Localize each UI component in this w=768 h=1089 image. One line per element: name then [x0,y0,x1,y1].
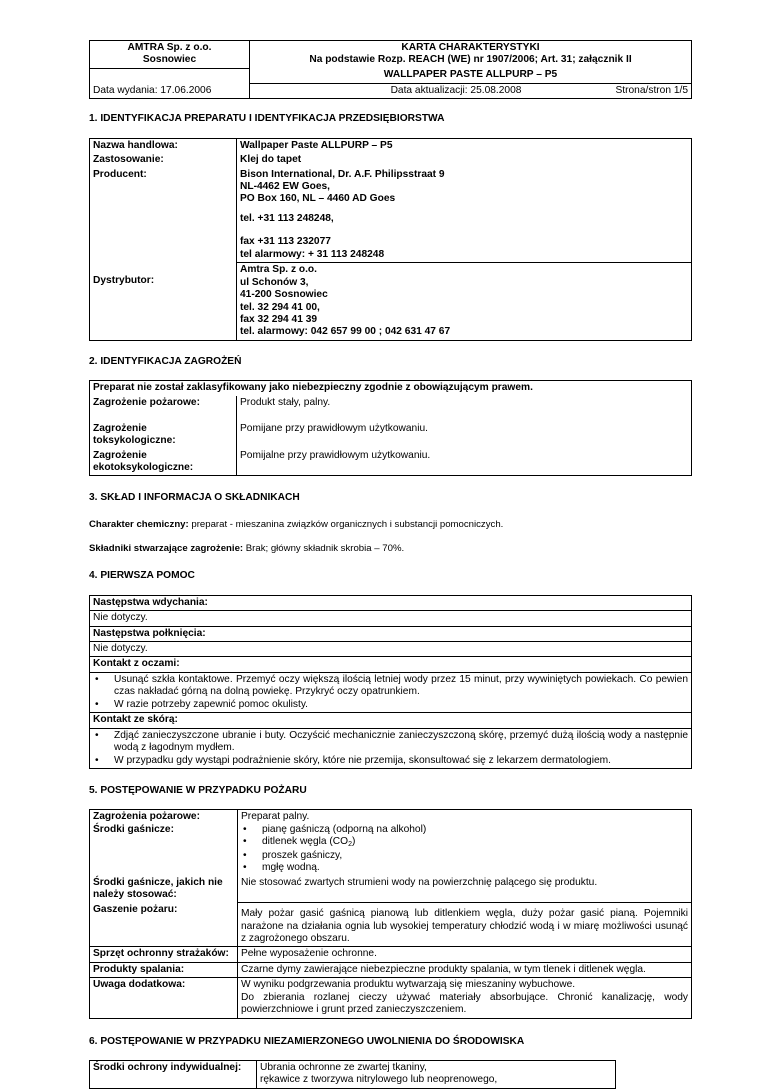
eye-contact-step: W razie potrzeby zapewnić pomoc okulisty. [114,698,309,710]
bullet-icon: • [243,823,247,835]
doc-basis: Na podstawie Rozp. REACH (WE) nr 1907/2006; Art. 31; załącznik II [309,54,632,66]
distributor-label: Dystrybutor: [90,263,237,341]
list-item [241,824,688,836]
eco-hazard-label-line: Zagrożenie [93,449,147,461]
section-2-table [89,380,692,476]
bullet-icon: • [95,673,99,685]
skin-contact-label: Kontakt ze skórą: [90,713,692,728]
trade-name-label: Nazwa handlowa: [90,138,237,153]
ingestion-value: Nie dotyczy. [90,642,692,657]
bullet-icon: • [243,849,247,861]
producer-line: PO Box 160, NL – 4460 AD Goes [240,193,396,205]
section-4-title: 4. PIERWSZA POMOC [89,570,195,582]
ingestion-label: Następstwa połknięcia: [90,626,692,641]
distributor-value [237,263,692,341]
section-4-table [89,595,692,769]
fire-hazard-value [238,810,692,876]
ppe-line: rękawice z tworzywa nitrylowego lub neoprenowego, [260,1074,498,1086]
chemical-character [89,519,692,531]
subscript: 2 [348,841,352,849]
section-1-table [89,138,692,341]
company-cell [90,41,250,69]
section-1-title: 1. IDENTYFIKACJA PREPARATU I IDENTYFIKACJA PRZEDSIĘBIORSTWA [89,113,445,125]
tox-hazard-label-line: Zagrożenie [93,422,147,434]
protective-equipment-value: Pełne wyposażenie ochronne. [238,947,692,962]
fire-hazard-value: Produkt stały, palny. [237,396,692,422]
eco-hazard-label-line: ekotoksykologiczne: [93,462,194,473]
issue-date: Data wydania: 17.06.2006 [90,68,250,98]
bullet-icon: • [95,729,99,741]
hazardous-components-value: Brak; główny składnik skrobia – 70%. [243,542,405,554]
section-2-title: 2. IDENTYFIKACJA ZAGROŻEŃ [89,355,242,367]
tox-hazard-label [90,422,237,449]
document-page [89,40,692,1089]
skin-contact-step: Zdjąć zanieczyszczone ubranie i buty. Oczyścić mechanicznie zanieczyszczoną skórę, przemyć dużą ilością wody a następnie wodą z łagodnym mydłem. [114,729,688,754]
fire-hazard-label [90,810,238,876]
distributor-line: tel. 32 294 41 00, [240,301,320,313]
firefighting-label: Gaszenie pożaru: [90,903,238,947]
extinguishing-item: mgłę wodną. [262,862,320,874]
ppe-line: Ubrania ochronne ze zwartej tkaniny, [260,1062,427,1073]
eco-hazard-value: Pomijalne przy prawidłowym użytkowaniu. [237,449,692,476]
company-name: AMTRA Sp. z o.o. [127,42,212,53]
producer-fax: fax +31 113 232077 [240,236,331,248]
bullet-icon: • [95,754,99,766]
bullet-icon: • [95,698,99,710]
hazardous-components [89,543,692,555]
tox-hazard-value: Pomijane przy prawidłowym użytkowaniu. [237,422,692,449]
bullet-icon: • [243,836,247,848]
inhalation-label: Następstwa wdychania: [90,595,692,610]
company-city: Sosnowiec [142,54,197,66]
doc-title-cell [250,41,692,69]
section-6-table [89,1060,616,1089]
producer-label: Producent: [90,168,237,263]
extinguishing-list [241,824,688,875]
distributor-line: fax 32 294 41 39 [240,313,318,325]
extinguishing-item: proszek gaśniczy, [262,849,343,861]
distributor-line: tel. alarmowy: 042 657 99 00 ; 042 631 47 67 [240,326,451,338]
inhalation-value: Nie dotyczy. [90,611,692,626]
list-item [241,836,688,850]
protective-equipment-label: Sprzęt ochronny strażaków: [90,947,238,962]
list-item [93,755,688,767]
producer-line: NL-4462 EW Goes, [240,181,331,192]
document-header [89,40,692,99]
eye-contact-value [90,672,692,712]
eye-contact-step: Usunąć szkła kontaktowe. Przemyć oczy większą ilością letniej wody przez 15 minut, przy wywiniętych powiekach. Co pewien czas nakładać górną na dolną powiekę. Przykryć oczy opatrunkiem. [114,673,688,698]
distributor-line: 41-200 Sosnowiec [240,289,328,301]
hazard-intro: Preparat nie został zaklasyfikowany jako niebezpieczny zgodnie z obowiązującym prawem. [90,381,692,396]
trade-name-value: Wallpaper Paste ALLPURP – P5 [237,138,692,153]
combustion-products-label: Produkty spalania: [90,962,238,977]
list-item [241,850,688,862]
additional-note-line: W wyniku podgrzewania produktu wytwarzają się mieszaniny wybuchowe. [241,979,576,991]
producer-value [237,168,692,263]
ppe-value [257,1061,616,1089]
extinguishing-item: pianę gaśniczą (odporną na alkohol) [262,823,427,835]
producer-tel: tel. +31 113 248248, [240,212,334,224]
usage-value: Klej do tapet [237,153,692,167]
list-item [93,674,688,699]
eco-hazard-label [90,449,237,476]
fire-hazard-label-text: Zagrożenia pożarowe: [93,811,200,823]
additional-note-line: Do zbierania rozlanej cieczy używać materiały absorbujące. Chronić kanalizację, wody powierzchniowe i grunt przed zanieczyszczeniem. [241,991,688,1016]
list-item [93,730,688,755]
bullet-icon: • [243,862,247,874]
producer-alarm: tel alarmowy: + 31 113 248248 [240,248,385,260]
eye-contact-label: Kontakt z oczami: [90,657,692,672]
fire-hazard-label: Zagrożenie pożarowe: [90,396,237,422]
unsuitable-extinguishing-value: Nie stosować zwartych strumieni wody na powierzchnię palącego się produktu. [238,876,692,903]
fire-hazard-value-text: Preparat palny. [241,811,310,823]
tox-hazard-label-line: toksykologiczne: [93,435,176,447]
distributor-line: Amtra Sp. z o.o. [240,264,317,276]
skin-contact-value [90,728,692,768]
section-3-title: 3. SKŁAD I INFORMACJA O SKŁADNIKACH [89,492,300,504]
additional-note-label: Uwaga dodatkowa: [90,978,238,1018]
producer-line: Bison International, Dr. A.F. Philipsstraat 9 [240,168,445,180]
ppe-label: Środki ochrony indywidualnej: [90,1061,257,1089]
combustion-products-value: Czarne dymy zawierające niebezpieczne produkty spalania, w tym tlenek i ditlenek węgla. [238,962,692,977]
doc-product: WALLPAPER PASTE ALLPURP – P5 [250,68,692,83]
unsuitable-extinguishing-label: Środki gaśnicze, jakich nie należy stosować: [90,876,238,903]
hazardous-components-label: Składniki stwarzające zagrożenie: [89,542,244,554]
distributor-line: ul Schonów 3, [240,276,309,288]
list-item [241,862,688,874]
firefighting-value: Mały pożar gasić gaśnicą pianową lub ditlenkiem węgla, duży pożar gasić pianą. Pojemniki narażone na działania ognia lub wysokiej temperatury chłodzić wodą i w miarę możliwości usunąć z zagrożonego obszaru. [238,903,692,947]
list-item [93,699,688,711]
usage-label: Zastosowanie: [90,153,237,167]
additional-note-value [238,978,692,1018]
chemical-character-value: preparat - mieszanina związków organicznych i substancji pomocniczych. [188,518,504,530]
section-5-title: 5. POSTĘPOWANIE W PRZYPADKU POŻARU [89,784,307,796]
extinguishing-item-close: ) [351,836,356,848]
skin-contact-step: W przypadku gdy wystąpi podrażnienie skóry, które nie przemija, skonsultować się z lekarzem dermatologiem. [114,754,611,766]
extinguishing-label: Środki gaśnicze: [93,823,174,835]
doc-title: KARTA CHARAKTERYSTYKI [401,42,540,53]
update-date: Data aktualizacji: 25.08.2008 [250,83,576,98]
section-6-title: 6. POSTĘPOWANIE W PRZYPADKU NIEZAMIERZONEGO UWOLNIENIA DO ŚRODOWISKA [89,1035,525,1047]
section-5-table [89,809,692,1018]
extinguishing-item: ditlenek węgla (CO [262,836,349,848]
chemical-character-label: Charakter chemiczny: [89,518,189,530]
page-number: Strona/stron 1/5 [575,83,692,98]
